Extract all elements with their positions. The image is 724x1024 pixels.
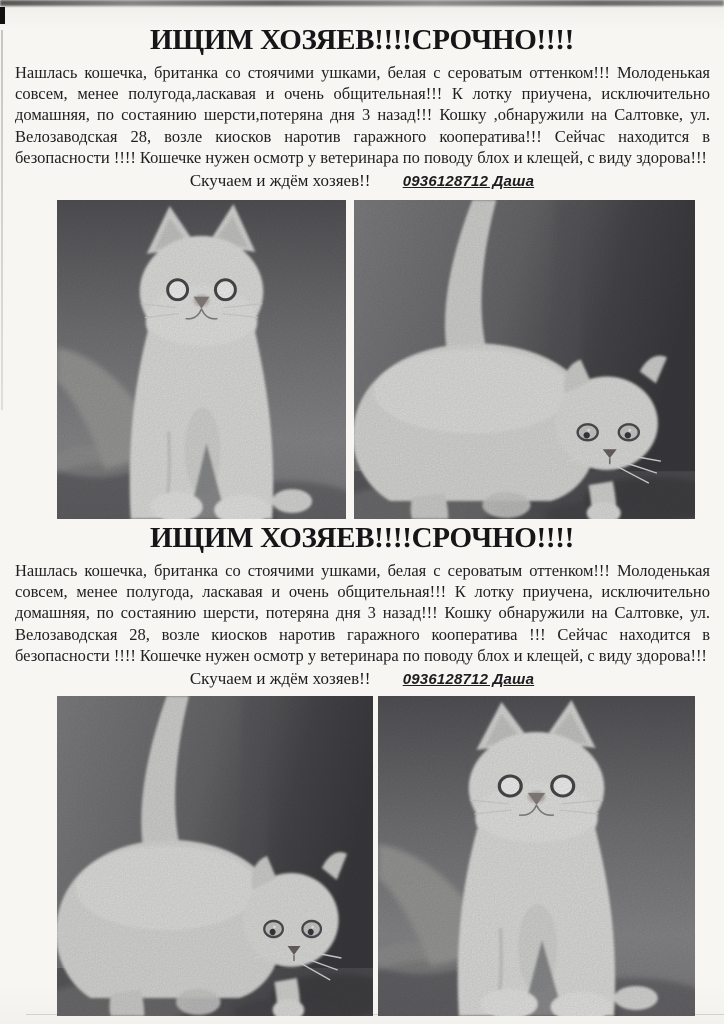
body-line: совсем, менее полугода,ласкавая и очень общительная!!! К лотку приучена, исключительно [15, 84, 710, 104]
cat-front-illustration [57, 200, 346, 519]
cat-photo-front-facing [378, 696, 695, 1016]
flyer-body-text [15, 560, 710, 666]
body-line: Велозаводская 28, возле киосков наротив гаражного кооператива !!! Сейчас находится в [15, 624, 710, 644]
body-line: Нашлась кошечка, британка со стоячими ушками, белая с сероватым оттенком!!! Молоденькая [15, 63, 710, 82]
body-line: безопасности !!!! Кошечке нужен осмотр у ветеринара по поводу блох и клещей, с виду здорова!!! [15, 147, 707, 167]
cat-photo-side-view [354, 200, 695, 519]
body-line: Велозаводская 28, возле киосков наротив гаражного кооператива!!! Сейчас находится в [15, 126, 710, 146]
cat-photo-front-facing [57, 200, 346, 519]
flyer-title: ИЩИМ ХОЗЯЕВ!!!!СРОЧНО!!!! [150, 522, 574, 555]
cat-side-illustration [354, 200, 695, 519]
cat-photo-side-view [57, 696, 373, 1016]
flyer-body-text [15, 62, 710, 168]
body-line: совсем, менее полугода, ласкавая и очень общительная!!! К лотку приучена, исключительно [15, 582, 710, 602]
photo-row [57, 696, 695, 1016]
contact-phone: 0936128712 Даша [402, 173, 535, 191]
cat-front-illustration [378, 696, 695, 1016]
cat-side-illustration [57, 696, 373, 1016]
body-line: домашняя, по состаянию шерсти,потеряна дня 3 назад!!! Кошку ,обнаружили на Салтовке, ул. [15, 105, 710, 125]
contact-row [0, 169, 724, 193]
contact-phone: 0936128712 Даша [402, 671, 535, 689]
flyer-copy-2 [0, 521, 724, 1016]
body-line: домашняя, по состаянию шерсти, потеряна дня 3 назад!!! Кошку обнаружили на Салтовке, ул. [15, 603, 710, 623]
body-line: безопасности !!!! Кошечке нужен осмотр у ветеринара по поводу блох и клещей, с виду здорова!!! [15, 645, 707, 665]
farewell-text: Скучаем и ждём хозяев!! [189, 171, 371, 191]
photo-row [57, 200, 695, 519]
body-line: Нашлась кошечка, британка со стоячими ушками, белая с сероватым оттенком!!! Молоденькая [15, 561, 710, 581]
contact-row [0, 667, 724, 691]
farewell-text: Скучаем и ждём хозяев!! [189, 669, 371, 689]
flyer-title: ИЩИМ ХОЗЯЕВ!!!!СРОЧНО!!!! [150, 24, 574, 56]
